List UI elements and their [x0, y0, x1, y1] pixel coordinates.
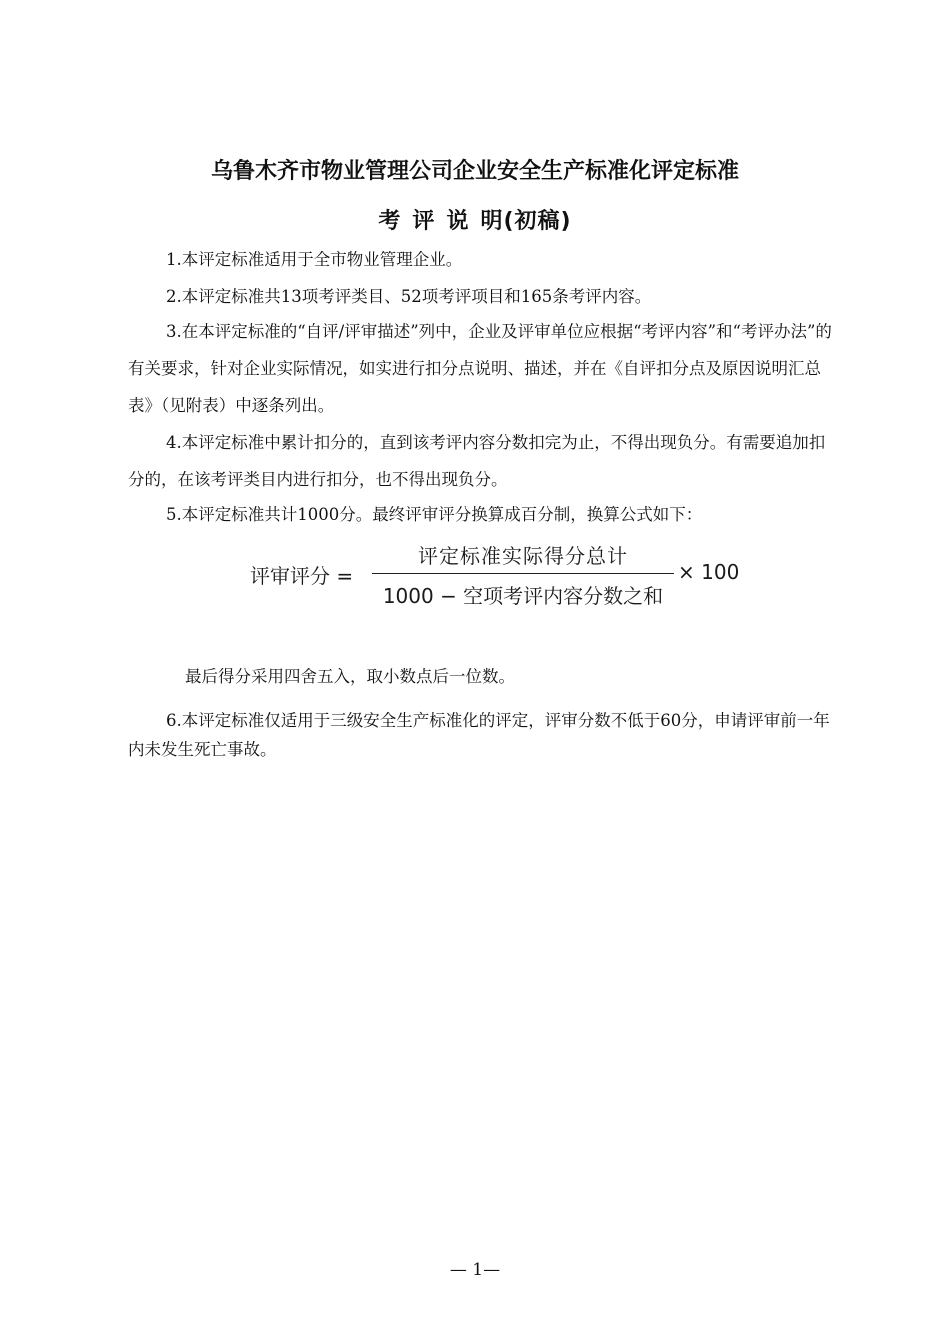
subtitle-part-1: 考: [378, 209, 402, 234]
paragraph-5: [128, 496, 840, 533]
formula-lhs: 评审评分 =: [250, 564, 354, 588]
document-title: 乌鲁木齐市物业管理公司企业安全生产标准化评定标准: [210, 159, 739, 184]
paragraph-6: [128, 706, 840, 764]
paragraph-4-text: 4.本评定标准中累计扣分的，直到该考评内容分数扣完为止，不得出现负分。有需要追加扣分的，在该考评类目内进行扣分，也不得出现负分。: [128, 433, 826, 489]
formula-numerator: 评定标准实际得分总计: [418, 544, 628, 568]
document-subtitle: [0, 207, 950, 237]
paragraph-3: [128, 313, 840, 424]
paragraph-rounding-text: 最后得分采用四舍五入，取小数点后一位数。: [185, 667, 515, 686]
paragraph-1-text: 1.本评定标准适用于全市物业管理企业。: [166, 250, 463, 269]
formula-fraction: [372, 540, 674, 610]
formula-rhs: × 100: [678, 560, 740, 584]
subtitle-part-4: 明(初稿): [480, 209, 572, 234]
fraction-bar: [372, 573, 674, 574]
paragraph-3-text: 3.在本评定标准的“自评/评审描述”列中，企业及评审单位应根据“考评内容”和“考评办法”的有关要求，针对企业实际情况，如实进行扣分点说明、描述，并在《自评扣分点及原因说明汇总表》（见附表）中逐条列出。: [128, 322, 832, 415]
subtitle-part-3: 说: [446, 209, 470, 234]
paragraph-6-text: 6.本评定标准仅适用于三级安全生产标准化的评定，评审分数不低于60分，申请评审前一年内未发生死亡事故。: [128, 711, 830, 759]
formula-denominator: 1000 − 空项考评内容分数之和: [382, 584, 664, 608]
paragraph-2-text: 2.本评定标准共13项考评类目、52项考评项目和165条考评内容。: [166, 287, 652, 306]
paragraph-4: [128, 424, 840, 498]
subtitle-part-2: 评: [412, 209, 436, 234]
score-formula: [250, 540, 750, 610]
paragraph-1: [128, 241, 840, 278]
paragraph-5-text: 5.本评定标准共计1000分。最终评审评分换算成百分制，换算公式如下：: [166, 505, 703, 524]
page-number: — 1—: [449, 1260, 501, 1280]
paragraph-rounding: [185, 658, 840, 695]
paragraph-2: [128, 278, 840, 315]
